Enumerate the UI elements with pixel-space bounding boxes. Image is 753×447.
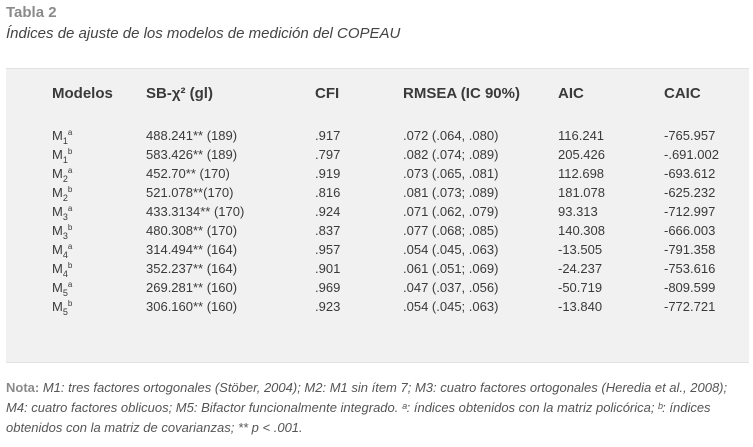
- cell-model: $M_3^b$: [52, 223, 73, 241]
- header-aic: AIC: [558, 85, 584, 102]
- cell-sb-chi2: 521.078**(170): [146, 185, 234, 200]
- cell-rmsea: .073 (.065, .081): [403, 166, 499, 181]
- cell-cfi: .837: [315, 223, 341, 238]
- cell-aic: 93.313: [558, 204, 598, 219]
- table-row: [6, 223, 749, 242]
- cell-caic: -772.721: [664, 299, 716, 314]
- cell-caic: -712.997: [664, 204, 716, 219]
- cell-aic: -13.505: [558, 242, 603, 257]
- cell-model: $M_5^b$: [52, 299, 73, 317]
- cell-sb-chi2: 480.308** (170): [146, 223, 238, 238]
- cell-cfi: .919: [315, 166, 341, 181]
- table-row: [6, 280, 749, 299]
- cell-model: $M_4^a$: [52, 242, 73, 260]
- cell-rmsea: .072 (.064, .080): [403, 128, 499, 143]
- cell-model: $M_3^a$: [52, 204, 73, 222]
- note-label: Nota:: [6, 380, 40, 395]
- cell-cfi: .797: [315, 147, 341, 162]
- cell-sb-chi2: 352.237** (164): [146, 261, 238, 276]
- cell-aic: 140.308: [558, 223, 605, 238]
- cell-aic: -50.719: [558, 280, 603, 295]
- fit-indices-table: [6, 68, 749, 363]
- cell-rmsea: .071 (.062, .079): [403, 204, 499, 219]
- table-row: [6, 242, 749, 261]
- cell-aic: 116.241: [558, 128, 605, 143]
- table-row: [6, 299, 749, 318]
- cell-cfi: .816: [315, 185, 341, 200]
- cell-cfi: .969: [315, 280, 341, 295]
- table-note: [6, 378, 746, 438]
- cell-caic: -791.358: [664, 242, 716, 257]
- header-models: Modelos: [52, 85, 113, 102]
- cell-sb-chi2: 583.426** (189): [146, 147, 238, 162]
- cell-sb-chi2: 306.160** (160): [146, 299, 238, 314]
- header-cfi: CFI: [315, 85, 340, 102]
- cell-caic: -625.232: [664, 185, 716, 200]
- cell-aic: 112.698: [558, 166, 605, 181]
- cell-model: $M_5^a$: [52, 280, 73, 298]
- cell-rmsea: .081 (.073; .089): [403, 185, 499, 200]
- cell-rmsea: .054 (.045, .063): [403, 242, 499, 257]
- cell-caic: -753.616: [664, 261, 716, 276]
- table-row: [6, 166, 749, 185]
- cell-rmsea: .047 (.037, .056): [403, 280, 499, 295]
- cell-caic: -809.599: [664, 280, 716, 295]
- cell-sb-chi2: 488.241** (189): [146, 128, 238, 143]
- cell-aic: 205.426: [558, 147, 605, 162]
- header-sb-chi2: SB-χ² (gl): [146, 85, 213, 102]
- cell-cfi: .917: [315, 128, 341, 143]
- note-text: M1: tres factores ortogonales (Stöber, 2004); M2: M1 sin ítem 7; M3: cuatro factores ortogonales (Heredia et al., 2008); M4: cuatro factores oblicuos; M5: Bifactor funcionalmente integrado. ᵃ: índices obtenidos con la matriz policórica; ᵇ: índices obtenidos con la matriz de covarianzas; ** p < .001.: [6, 380, 728, 435]
- table-title: Índices de ajuste de los modelos de medición del COPEAU: [6, 25, 401, 42]
- cell-caic: -666.003: [664, 223, 716, 238]
- table-row: [6, 185, 749, 204]
- cell-rmsea: .061 (.051; .069): [403, 261, 499, 276]
- cell-aic: -24.237: [558, 261, 603, 276]
- cell-sb-chi2: 269.281** (160): [146, 280, 238, 295]
- cell-model: $M_2^a$: [52, 166, 73, 184]
- cell-caic: -693.612: [664, 166, 716, 181]
- cell-rmsea: .054 (.045; .063): [403, 299, 499, 314]
- cell-rmsea: .077 (.068; .085): [403, 223, 499, 238]
- cell-caic: -.691.002: [664, 147, 719, 162]
- header-caic: CAIC: [664, 85, 701, 102]
- cell-cfi: .924: [315, 204, 341, 219]
- cell-cfi: .901: [315, 261, 341, 276]
- cell-sb-chi2: 314.494** (164): [146, 242, 238, 257]
- cell-aic: 181.078: [558, 185, 605, 200]
- table-label: Tabla 2: [6, 4, 57, 21]
- header-rmsea: RMSEA (IC 90%): [403, 85, 520, 102]
- cell-rmsea: .082 (.074; .089): [403, 147, 499, 162]
- cell-model: $M_4^b$: [52, 261, 73, 279]
- cell-model: $M_1^b$: [52, 147, 73, 165]
- cell-caic: -765.957: [664, 128, 716, 143]
- cell-sb-chi2: 433.3134** (170): [146, 204, 245, 219]
- cell-model: $M_2^b$: [52, 185, 73, 203]
- table-row: [6, 204, 749, 223]
- cell-aic: -13.840: [558, 299, 603, 314]
- cell-sb-chi2: 452.70** (170): [146, 166, 230, 181]
- table-row: [6, 147, 749, 166]
- table-row: [6, 261, 749, 280]
- table-row: [6, 128, 749, 147]
- cell-model: $M_1^a$: [52, 128, 73, 146]
- cell-cfi: .923: [315, 299, 341, 314]
- cell-cfi: .957: [315, 242, 341, 257]
